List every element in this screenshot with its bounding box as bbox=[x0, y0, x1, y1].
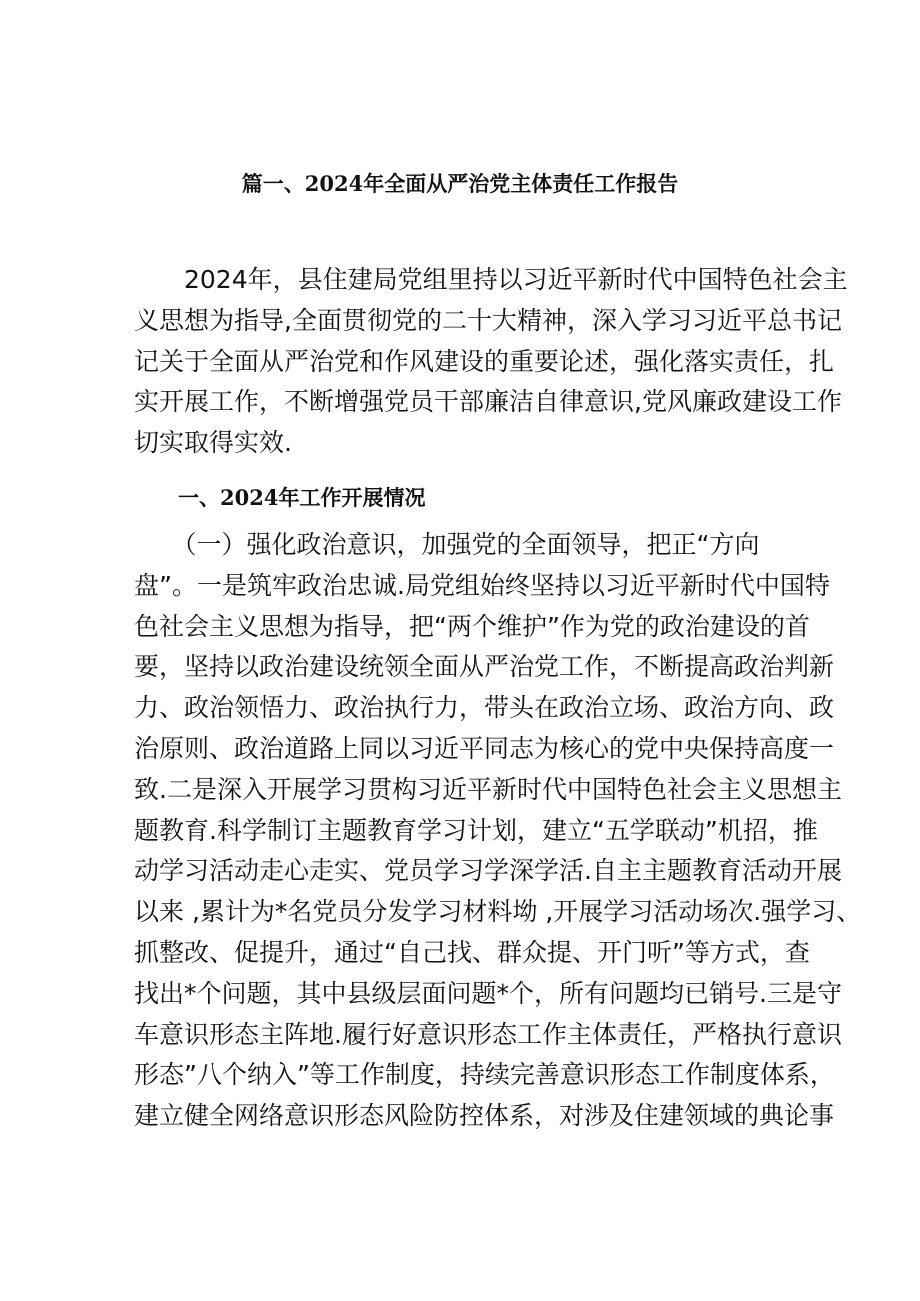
paragraph-line: 动学习活动走心走实、党员学习学深学活.自主主题教育活动开展 bbox=[134, 856, 842, 886]
paragraph-line: 建立健全网络意识形态风险防控体系，对涉及住建领域的典论事 bbox=[134, 1101, 835, 1131]
paragraph-line: 致.二是深入开展学习贯构习近平新时代中国特色社会主义思想主 bbox=[134, 774, 842, 804]
paragraph-line: 色社会主义思想为指导，把“两个维护”作为党的政治建设的首 bbox=[134, 611, 810, 641]
paragraph-line: 题教育.科学制订主题教育学习计划，建立“五学联动”机招，推 bbox=[134, 815, 818, 845]
section-heading: 一、2024年工作开展情况 bbox=[178, 485, 426, 510]
paragraph-line: 义思想为指导,全面贯彻党的二十大精神，深入学习习近平总书记 bbox=[134, 305, 842, 335]
paragraph-section-one bbox=[134, 525, 862, 1137]
paragraph-line: 治原则、政治道路上同以习近平同志为核心的党中央保持高度一 bbox=[134, 733, 835, 763]
paragraph-line: 实开展工作，不断增强党员干部廉洁自律意识,党风廉政建设工作 bbox=[134, 387, 842, 417]
paragraph-line: 盘”。一是筑牢政治忠诚.局党组始终坚持以习近平新时代中国特 bbox=[134, 570, 830, 600]
paragraph-line: 形态”八个纳入”等工作制度，持续完善意识形态工作制度体系， bbox=[134, 1060, 835, 1090]
paragraph-line: 要，坚持以政治建设统领全面从严治党工作，不断提高政治判新 bbox=[134, 652, 835, 682]
paragraph-intro bbox=[134, 260, 848, 464]
paragraph-line: 抓整改、促提升，通过“自己找、群众提、开门听”等方式，查 bbox=[134, 937, 810, 967]
paragraph-line: 2024年，县住建局党组里持以习近平新时代中国特色社会主 bbox=[134, 265, 848, 294]
paragraph-line: 记关于全面从严治党和作风建设的重要论述，强化落实责任，扎 bbox=[134, 346, 835, 376]
paragraph-line: （一）强化政治意识，加强党的全面领导，把正“方向 bbox=[134, 530, 760, 559]
paragraph-line: 找出*个问题，其中县级层面问题*个，所有问题均已销号.三是守 bbox=[134, 978, 842, 1008]
paragraph-line: 切实取得实效. bbox=[134, 428, 292, 458]
paragraph-line: 力、政治领悟力、政治执行力，带头在政治立场、政治方向、政 bbox=[134, 693, 835, 723]
paragraph-line: 以来 ,累计为*名党员分发学习材料坳 ,开展学习活动场次.强学习、 bbox=[134, 897, 862, 927]
document-title: 篇一、2024年全面从严治党主体责任工作报告 bbox=[241, 171, 679, 196]
paragraph-line: 车意识形态主阵地.履行好意识形态工作主体责任，严格执行意识 bbox=[134, 1019, 842, 1049]
